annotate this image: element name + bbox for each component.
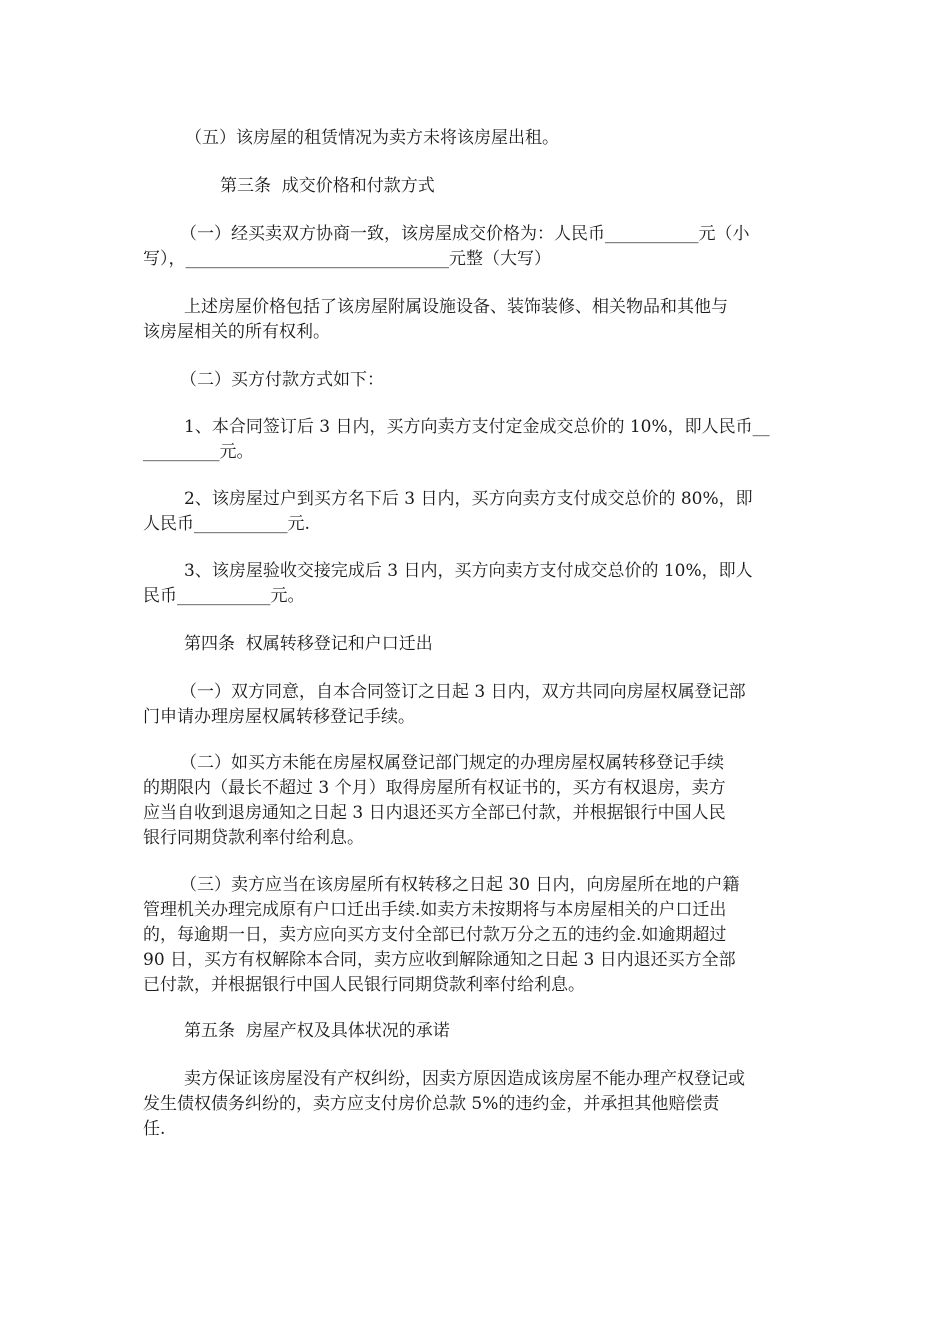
article-4-item-2-line-4: 银行同期贷款利率付给利息。	[143, 828, 364, 848]
article-4-item-1-line-2: 门申请办理房屋权属转移登记手续。	[143, 707, 415, 727]
article-4-item-2-line-1: （二）如买方未能在房屋权属登记部门规定的办理房屋权属转移登记手续	[180, 753, 724, 773]
article-4-item-2-line-3: 应当自收到退房通知之日起 3 日内退还买方全部已付款，并根据银行中国人民	[143, 803, 726, 823]
article-4-item-3-line-3: 的，每逾期一日，卖方应向买方支付全部已付款万分之五的违约金.如逾期超过	[143, 925, 727, 945]
article-3-heading: 第三条 成交价格和付款方式	[220, 176, 435, 196]
payment-3-line-2: 民币___________元。	[143, 586, 305, 606]
payment-2-line-1: 2、该房屋过户到买方名下后 3 日内，买方向卖方支付成交总价的 80%，即	[184, 489, 753, 509]
article-5-heading: 第五条 房屋产权及具体状况的承诺	[184, 1021, 450, 1041]
article-4-heading: 第四条 权属转移登记和户口迁出	[184, 634, 433, 654]
article-4-item-3-line-2: 管理机关办理完成原有户口迁出手续.如卖方未按期将与本房屋相关的户口迁出	[143, 900, 727, 920]
article-3-item-1-line-1: （一）经买卖双方协商一致，该房屋成交价格为：人民币___________元（小	[180, 224, 750, 244]
payment-2-line-2: 人民币___________元.	[143, 514, 310, 534]
price-scope-line-2: 该房屋相关的所有权利。	[143, 322, 330, 342]
article-4-item-3-line-5: 已付款，并根据银行中国人民银行同期贷款利率付给利息。	[143, 975, 585, 995]
article-5-text-line-3: 任.	[143, 1119, 166, 1139]
clause-2-item-5: （五）该房屋的租赁情况为卖方未将该房屋出租。	[185, 128, 559, 148]
payment-1-line-1: 1、本合同签订后 3 日内，买方向卖方支付定金成交总价的 10%，即人民币__	[184, 417, 770, 437]
payment-3-line-1: 3、该房屋验收交接完成后 3 日内，买方向卖方支付成交总价的 10%，即人	[184, 561, 753, 581]
article-3-item-2: （二）买方付款方式如下：	[180, 370, 384, 390]
article-4-item-3-line-1: （三）卖方应当在该房屋所有权转移之日起 30 日内，向房屋所在地的户籍	[180, 875, 740, 895]
article-4-item-1-line-1: （一）双方同意，自本合同签订之日起 3 日内，双方共同向房屋权属登记部	[180, 682, 746, 702]
article-5-text-line-1: 卖方保证该房屋没有产权纠纷，因卖方原因造成该房屋不能办理产权登记或	[184, 1069, 745, 1089]
article-4-item-3-line-4: 90 日，买方有权解除本合同，卖方应收到解除通知之日起 3 日内退还买方全部	[143, 950, 736, 970]
payment-1-line-2: _________元。	[143, 442, 254, 462]
article-5-text-line-2: 发生债权债务纠纷的，卖方应支付房价总款 5%的违约金，并承担其他赔偿责	[143, 1094, 720, 1114]
article-4-item-2-line-2: 的期限内（最长不超过 3 个月）取得房屋所有权证书的，买方有权退房，卖方	[143, 778, 726, 798]
article-3-item-1-line-2: 写），_______________________________元整（大写）	[143, 249, 551, 269]
price-scope-line-1: 上述房屋价格包括了该房屋附属设施设备、装饰装修、相关物品和其他与	[184, 297, 728, 317]
